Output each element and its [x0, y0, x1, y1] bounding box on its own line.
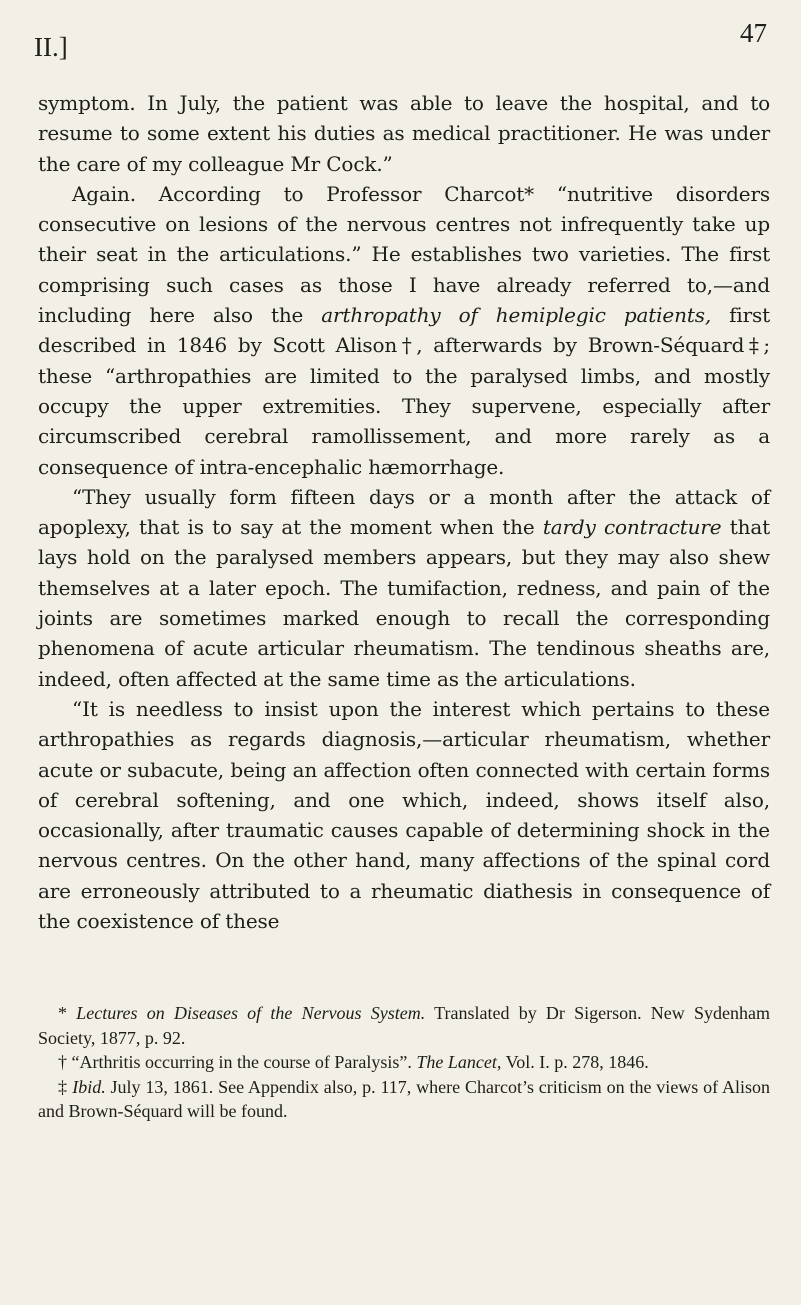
footnotes	[38, 1001, 770, 1124]
footnote-mark: *	[58, 1003, 77, 1023]
footnote-text: Translated by Dr Sigerson. New Sydenham Society, 1877, p. 92.	[38, 1003, 770, 1048]
paragraph-text: that lays hold on the paralysed members appears, but they may also shew themselves at a later epoch. The tumifaction, redness, and pain of the joints are sometimes marked enough to recall the corresponding phenomena of acute articular rheumatism. The tendinous sheaths are, indeed, often affected at the same time as the articulations.	[38, 515, 770, 691]
footnote-2	[38, 1050, 770, 1075]
footnote-text: Vol. I. p. 278, 1846.	[501, 1052, 649, 1072]
footnote-text: † “Arthritis occurring in the course of Paralysis”.	[58, 1052, 417, 1072]
italic-term: tardy contracture	[542, 515, 722, 540]
paragraph-text: symptom. In July, the patient was able to leave the hospital, and to resume to some extent his duties as medical practitioner. He was under the care of my colleague Mr Cock.”	[38, 91, 770, 176]
footnote-3	[38, 1075, 770, 1124]
footnote-title: Ibid.	[72, 1076, 106, 1097]
paragraph-diagnosis	[38, 694, 770, 936]
section-marker: II.]	[34, 32, 68, 62]
footnote-text: July 13, 1861. See Appendix also, p. 117, where Charcot’s criticism on the views of Alison and Brown-Séquard will be found.	[38, 1076, 771, 1121]
footnote-title: Lectures on Diseases of the Nervous System.	[76, 1003, 426, 1023]
footnote-mark: ‡	[58, 1076, 73, 1097]
paragraph-quotation	[38, 482, 770, 694]
body-text	[38, 88, 770, 936]
paragraph-text: first described in 1846 by Scott Alison†, afterwards by Brown-Séquard‡; these “arthropathies are limited to the paralysed limbs, and mostly occupy the upper extremities. They supervene, especially after circumscribed cerebral ramollissement, and more rarely as a consequence of intra-encephalic hæmorrhage.	[38, 303, 770, 479]
paragraph-text: “It is needless to insist upon the interest which pertains to these arthropathies as regards diagnosis,—articular rheumatism, whether acute or subacute, being an affection often connected with certain forms of cerebral softening, and one which, indeed, shows itself also, occasionally, after traumatic causes capable of determining shock in the nervous centres. On the other hand, many affections of the spinal cord are erroneously attributed to a rheumatic diathesis in consequence of the coexistence of these	[38, 696, 770, 934]
footnote-title: The Lancet,	[416, 1052, 502, 1072]
page-number: 47	[740, 18, 767, 48]
footnote-1	[38, 1001, 770, 1050]
paragraph-text: Again. According to Professor Charcot* “nutritive disorders consecutive on lesions of the nervous centres not infrequently take up their seat in the articulations.” He establishes two varieties. The first comprising such cases as those I have already referred to,—and including here also the	[38, 181, 770, 328]
paragraph-charcot	[38, 179, 770, 482]
italic-term: arthropathy of hemiplegic patients,	[321, 303, 712, 328]
paragraph-continued	[38, 88, 770, 179]
paragraph-text: “They usually form fifteen days or a month after the attack of apoplexy, that is to say at the moment when the	[38, 484, 770, 540]
running-head	[34, 18, 767, 62]
